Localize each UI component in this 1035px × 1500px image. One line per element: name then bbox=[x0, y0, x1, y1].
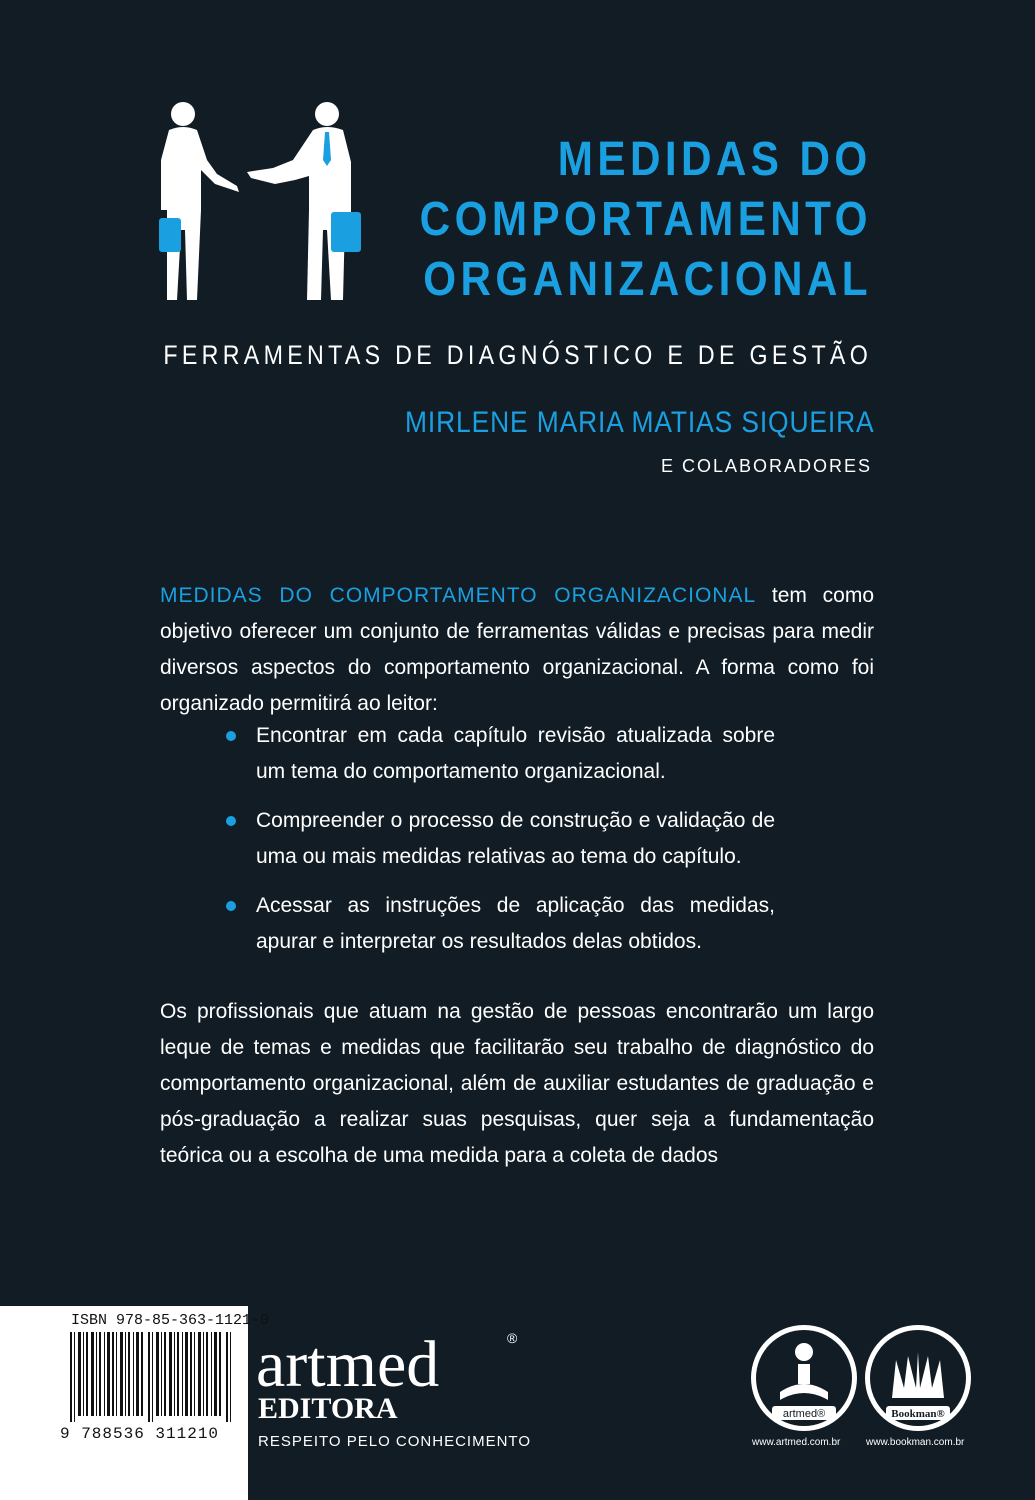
bullet-icon bbox=[226, 816, 236, 826]
list-item: Encontrar em cada capítulo revisão atualizada sobre um tema do comportamento organizacional. bbox=[225, 718, 775, 790]
artmed-logo-icon bbox=[748, 1322, 860, 1434]
book-title-line-3: ORGANIZACIONAL bbox=[423, 253, 872, 306]
author-name: MIRLENE MARIA MATIAS SIQUEIRA bbox=[405, 406, 875, 439]
intro-text: tem como objetivo oferecer um conjunto de ferramentas válidas e precisas para medir diversos aspectos do comportamento organizacional. A forma como foi organizado permitirá ao leitor: bbox=[160, 584, 874, 715]
registered-mark: ® bbox=[507, 1330, 518, 1346]
intro-highlight: MEDIDAS DO COMPORTAMENTO ORGANIZACIONAL bbox=[160, 584, 757, 607]
publisher-editora: EDITORA bbox=[258, 1392, 398, 1425]
bookman-logo-icon bbox=[862, 1322, 974, 1434]
bookman-logo-label: Bookman® bbox=[891, 1408, 945, 1420]
bookman-website-link[interactable]: www.bookman.com.br bbox=[866, 1437, 965, 1448]
list-item: Compreender o processo de construção e validação de uma ou mais medidas relativas ao tema do capítulo. bbox=[225, 803, 775, 875]
artmed-website-link[interactable]: www.artmed.com.br bbox=[752, 1437, 841, 1448]
publisher-name: artmed bbox=[256, 1328, 440, 1401]
artmed-logo-label: artmed® bbox=[782, 1408, 826, 1420]
book-subtitle: FERRAMENTAS DE DIAGNÓSTICO E DE GESTÃO bbox=[163, 340, 872, 370]
handshake-illustration bbox=[155, 100, 370, 310]
book-title-line-2: COMPORTAMENTO bbox=[419, 193, 872, 246]
intro-paragraph bbox=[160, 578, 874, 722]
bullet-icon bbox=[226, 731, 236, 741]
publisher-tagline: RESPEITO PELO CONHECIMENTO bbox=[258, 1433, 531, 1450]
barcode-digits: 9 788536 311210 bbox=[60, 1425, 220, 1443]
feature-list bbox=[225, 718, 775, 973]
book-title-line-1: MEDIDAS DO bbox=[558, 133, 872, 186]
barcode-icon bbox=[70, 1332, 235, 1422]
collaborators: E COLABORADORES bbox=[660, 456, 872, 476]
isbn-label: ISBN 978-85-363-1121-0 bbox=[71, 1312, 270, 1329]
closing-paragraph: Os profissionais que atuam na gestão de pessoas encontrarão um largo leque de temas e medidas que facilitarão seu trabalho de diagnóstico do comportamento organizacional, além de auxiliar estudantes de graduação e pós-graduação a realizar suas pesquisas, quer seja a fundamentação teórica ou a escolha de uma medida para a coleta de dados bbox=[160, 1000, 874, 1167]
bullet-icon bbox=[226, 901, 236, 911]
list-item: Acessar as instruções de aplicação das medidas, apurar e interpretar os resultados delas obtidos. bbox=[225, 888, 775, 960]
